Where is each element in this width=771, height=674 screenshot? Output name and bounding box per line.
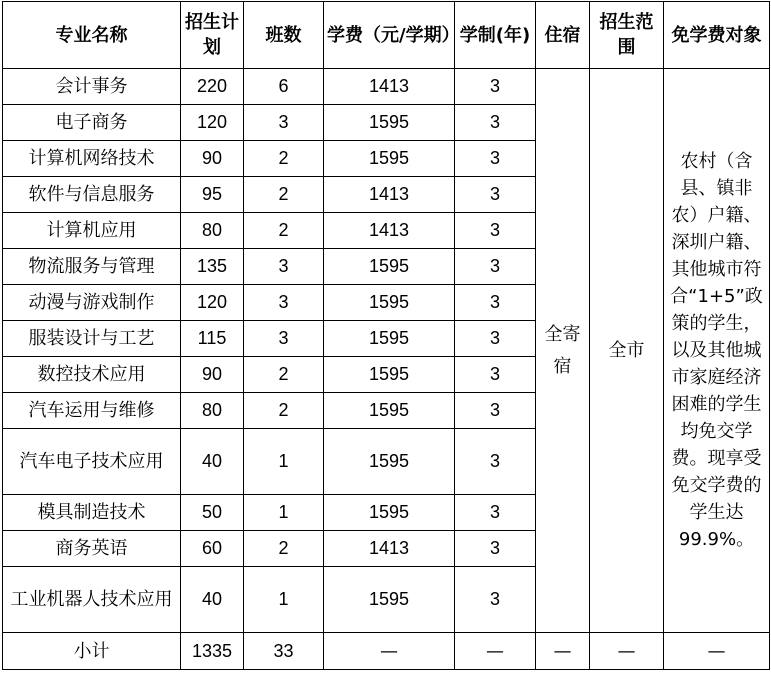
plan-cell: 80: [181, 213, 244, 249]
plan-cell: 90: [181, 141, 244, 177]
plan-cell: 120: [181, 285, 244, 321]
header-boarding: 住宿: [536, 2, 590, 69]
major-cell: 动漫与游戏制作: [3, 285, 181, 321]
classes-cell: 2: [244, 531, 324, 567]
fee-cell: 1595: [324, 567, 455, 633]
major-cell: 工业机器人技术应用: [3, 567, 181, 633]
enrollment-table: [2, 1, 770, 670]
total-plan: 1335: [181, 633, 244, 670]
fee-cell: 1595: [324, 495, 455, 531]
total-scope: —: [590, 633, 664, 670]
major-cell: 物流服务与管理: [3, 249, 181, 285]
fee-cell: 1413: [324, 69, 455, 105]
plan-cell: 50: [181, 495, 244, 531]
major-cell: 会计事务: [3, 69, 181, 105]
classes-cell: 2: [244, 393, 324, 429]
major-cell: 汽车电子技术应用: [3, 429, 181, 495]
years-cell: 3: [455, 357, 536, 393]
plan-cell: 40: [181, 567, 244, 633]
plan-cell: 115: [181, 321, 244, 357]
years-cell: 3: [455, 105, 536, 141]
plan-cell: 135: [181, 249, 244, 285]
fee-cell: 1595: [324, 321, 455, 357]
header-scope: 招生范围: [590, 2, 664, 69]
years-cell: 3: [455, 249, 536, 285]
classes-cell: 3: [244, 285, 324, 321]
classes-cell: 2: [244, 141, 324, 177]
header-plan: 招生计划: [181, 2, 244, 69]
plan-cell: 120: [181, 105, 244, 141]
years-cell: 3: [455, 531, 536, 567]
fee-cell: 1595: [324, 357, 455, 393]
years-cell: 3: [455, 429, 536, 495]
plan-cell: 95: [181, 177, 244, 213]
classes-cell: 2: [244, 213, 324, 249]
total-years: —: [455, 633, 536, 670]
fee-cell: 1413: [324, 531, 455, 567]
years-cell: 3: [455, 393, 536, 429]
plan-cell: 80: [181, 393, 244, 429]
major-cell: 数控技术应用: [3, 357, 181, 393]
fee-cell: 1595: [324, 105, 455, 141]
header-years: 学制(年): [455, 2, 536, 69]
fee-cell: 1595: [324, 285, 455, 321]
years-cell: 3: [455, 495, 536, 531]
fee-cell: 1595: [324, 249, 455, 285]
plan-cell: 220: [181, 69, 244, 105]
major-cell: 服装设计与工艺: [3, 321, 181, 357]
classes-cell: 2: [244, 177, 324, 213]
total-classes: 33: [244, 633, 324, 670]
total-fee: —: [324, 633, 455, 670]
major-cell: 计算机应用: [3, 213, 181, 249]
classes-cell: 1: [244, 567, 324, 633]
fee-cell: 1413: [324, 177, 455, 213]
major-cell: 模具制造技术: [3, 495, 181, 531]
total-label: 小计: [3, 633, 181, 670]
years-cell: 3: [455, 321, 536, 357]
plan-cell: 40: [181, 429, 244, 495]
plan-cell: 90: [181, 357, 244, 393]
table-row: [3, 69, 770, 105]
fee-cell: 1413: [324, 213, 455, 249]
fee-cell: 1595: [324, 393, 455, 429]
major-cell: 计算机网络技术: [3, 141, 181, 177]
major-cell: 汽车运用与维修: [3, 393, 181, 429]
scope-cell: 全市: [590, 69, 664, 633]
total-boarding: —: [536, 633, 590, 670]
classes-cell: 6: [244, 69, 324, 105]
classes-cell: 2: [244, 357, 324, 393]
classes-cell: 1: [244, 429, 324, 495]
years-cell: 3: [455, 567, 536, 633]
boarding-cell: 全寄宿: [536, 69, 590, 633]
header-row: [3, 2, 770, 69]
major-cell: 软件与信息服务: [3, 177, 181, 213]
total-exempt: —: [664, 633, 770, 670]
years-cell: 3: [455, 141, 536, 177]
years-cell: 3: [455, 213, 536, 249]
major-cell: 电子商务: [3, 105, 181, 141]
classes-cell: 3: [244, 105, 324, 141]
fee-cell: 1595: [324, 141, 455, 177]
years-cell: 3: [455, 177, 536, 213]
header-major: 专业名称: [3, 2, 181, 69]
years-cell: 3: [455, 69, 536, 105]
classes-cell: 3: [244, 249, 324, 285]
total-row: [3, 633, 770, 670]
classes-cell: 3: [244, 321, 324, 357]
major-cell: 商务英语: [3, 531, 181, 567]
header-fee: 学费（元/学期）: [324, 2, 455, 69]
classes-cell: 1: [244, 495, 324, 531]
header-exempt: 免学费对象: [664, 2, 770, 69]
plan-cell: 60: [181, 531, 244, 567]
exempt-cell: 农村（含县、镇非农）户籍、深圳户籍、其他城市符合“1+5”政策的学生，以及其他城市家庭经济困难的学生均免交学费。现享受免交学费的学生达99.9%。: [664, 69, 770, 633]
fee-cell: 1595: [324, 429, 455, 495]
header-classes: 班数: [244, 2, 324, 69]
years-cell: 3: [455, 285, 536, 321]
